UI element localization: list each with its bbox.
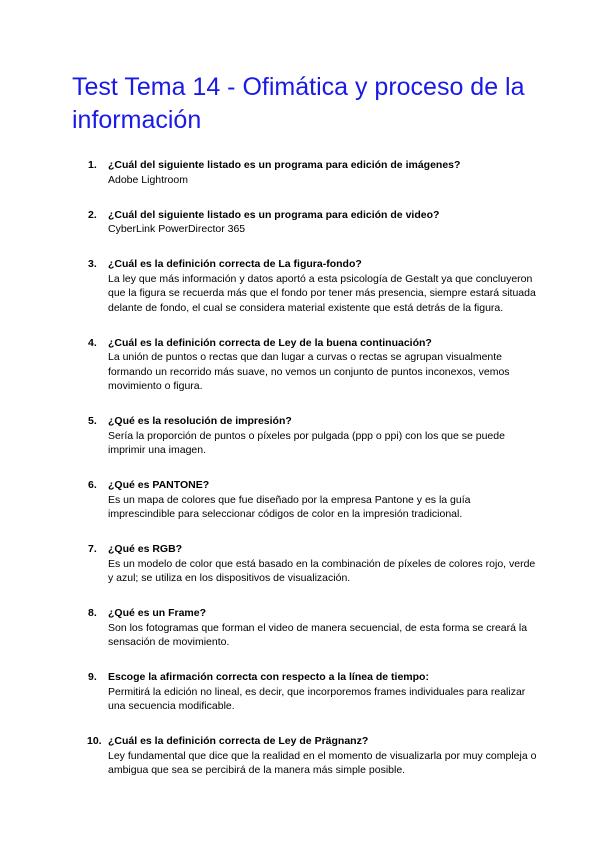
answer-text: Adobe Lightroom [108,173,188,186]
question-number: 1. [88,159,97,171]
question-text: ¿Cuál del siguiente listado es un programa para edición de imágenes? [108,159,461,171]
list-item [88,542,538,586]
answer-text: Ley fundamental que dice que la realidad en el momento de visualizarla por muy compleja o ambigua que sea se percibirá de la manera más simple posible. [108,749,537,776]
question-number: 10. [87,735,102,747]
list-item [88,208,538,237]
answer-text: Son los fotogramas que forman el video de manera secuencial, de esta forma se creará la sensación de movimiento. [108,621,528,648]
question-text: ¿Cuál del siguiente listado es un programa para edición de video? [108,208,440,221]
question-number: 8. [88,607,97,619]
question-text: ¿Qué es RGB? [108,543,183,555]
question-number: 5. [88,415,97,427]
list-item [88,734,538,778]
question-number: 7. [88,543,97,555]
question-number: 6. [88,479,97,491]
answer-text: Permitirá la edición no lineal, es decir, que incorporemos frames individuales para realizar una secuencia modificable. [108,685,526,712]
question-number: 2. [88,208,97,221]
answer-text: La unión de puntos o rectas que dan lugar a curvas o rectas se agrupan visualmente formando un recorrido más suave, no vemos un conjunto de puntos inconexos, vemos movimiento o figura. [108,351,510,392]
question-text: ¿Cuál es la definición correcta de Ley de la buena continuación? [108,336,432,349]
question-text: ¿Qué es un Frame? [108,607,207,619]
answer-text: Es un mapa de colores que fue diseñado por la empresa Pantone y es la guía imprescindible para seleccionar códigos de color en la impresión tradicional. [108,493,471,520]
question-text: Escoge la afirmación correcta con respecto a la línea de tiempo: [108,671,429,683]
answer-text: La ley que más información y datos aportó a esta psicología de Gestalt ya que concluyeron que la figura se recuerda más que el fondo por tener más presencia, siempre estará situada delante de fondo, el cual se considera material existente que está detrás de la figura. [108,272,536,314]
answer-text: Sería la proporción de puntos o píxeles por pulgada (ppp o ppi) con los que se puede imprimir una imagen. [108,429,505,456]
question-number: 3. [88,258,97,270]
list-item [88,336,538,394]
question-list [88,158,538,798]
page-title: Test Tema 14 - Ofimática y proceso de la información [72,73,525,134]
list-item [88,257,538,315]
question-number: 9. [88,671,97,683]
list-item [88,478,538,522]
list-item [88,414,538,458]
question-number: 4. [88,336,97,349]
answer-text: Es un modelo de color que está basado en la combinación de píxeles de colores rojo, verde y azul; se utiliza en los dispositivos de visualización. [108,557,536,584]
question-text: ¿Cuál es la definición correcta de La figura-fondo? [108,258,362,270]
list-item [88,158,538,187]
question-text: ¿Qué es la resolución de impresión? [108,415,292,427]
question-text: ¿Cuál es la definición correcta de Ley de Prägnanz? [108,735,369,747]
question-text: ¿Qué es PANTONE? [108,479,210,491]
list-item [88,670,538,714]
list-item [88,606,538,650]
answer-text: CyberLink PowerDirector 365 [108,223,246,235]
